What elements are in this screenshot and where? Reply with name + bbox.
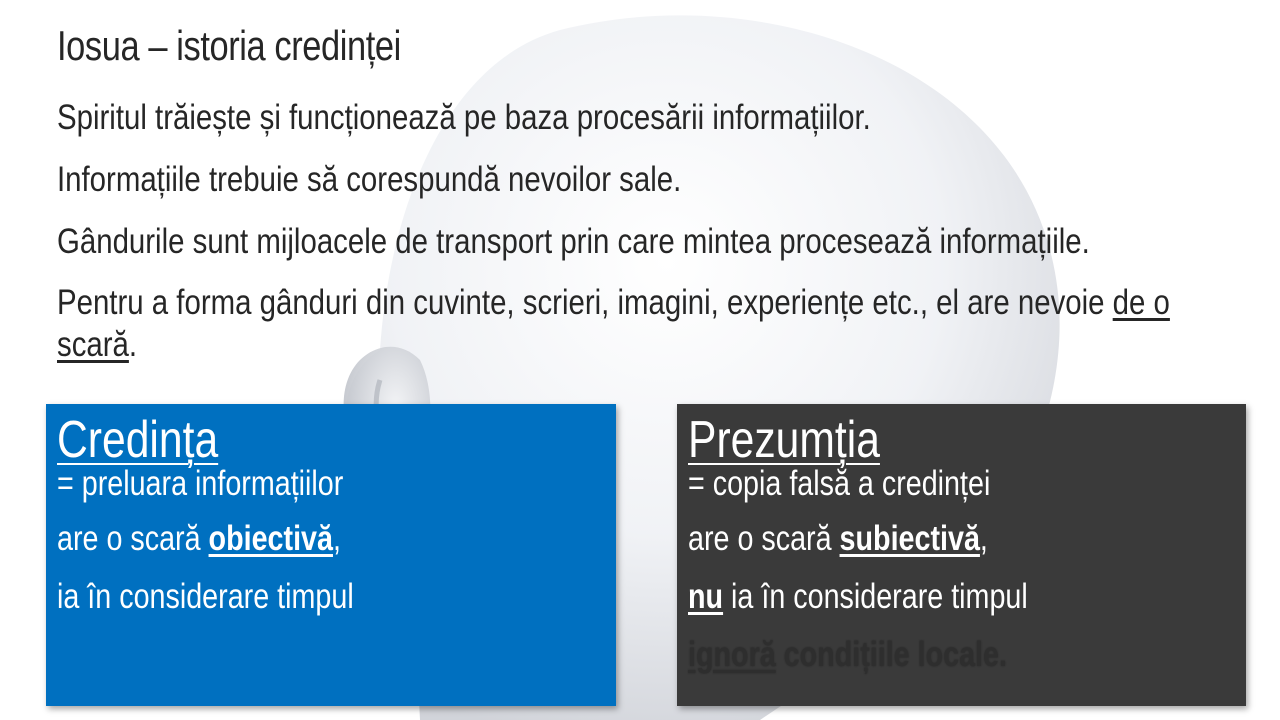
body-line-2: Informațiile trebuie să corespundă nevoilor sale. [57,160,682,199]
slide-title: Iosua – istoria credinței [57,22,401,69]
faith-line-3: ia în considerare timpul [57,577,354,616]
body-line-4 [57,282,1233,366]
body-line-4-end: . [128,325,138,364]
faith-line-2-end: , [332,519,341,558]
presumption-line-4-emphasis: ignoră [688,635,776,674]
presumption-line-2 [688,510,1246,568]
faith-box-content [57,408,616,626]
faith-line-1: = preluara informațiilor [57,464,344,503]
presumption-line-3-text: ia în considerare timpul [723,577,1028,616]
faith-heading: Credința [57,411,219,469]
presumption-box [677,404,1246,706]
body-line-3: Gândurile sunt mijloacele de transport prin care mintea procesează informațiile. [57,222,1090,261]
presumption-line-4 [688,626,1246,684]
presumption-line-2-emphasis: subiectivă [839,519,980,558]
body-line-4-text: Pentru a forma gânduri din cuvinte, scrieri, imagini, experiențe etc., el are nevoie [57,283,1113,322]
presumption-box-content [688,408,1246,684]
presumption-line-3 [688,568,1246,626]
faith-line-2-emphasis: obiectivă [208,519,333,558]
faith-box [46,404,616,706]
presumption-line-1: = copia falsă a credinței [688,464,991,503]
faith-line-2 [57,510,616,568]
body-line-4-emphasis: de o scară [57,283,1170,364]
body-line-1: Spiritul trăiește și funcționează pe baza procesării informațiilor. [57,98,871,137]
slide-body [57,96,1225,384]
presumption-line-2-end: , [979,519,988,558]
presumption-line-2-text: are o scară [688,519,840,558]
presumption-line-4-text: condițiile locale. [775,635,1007,674]
faith-line-2-text: are o scară [57,519,209,558]
presumption-heading: Prezumția [688,411,880,469]
presumption-line-3-emphasis: nu [688,577,724,616]
